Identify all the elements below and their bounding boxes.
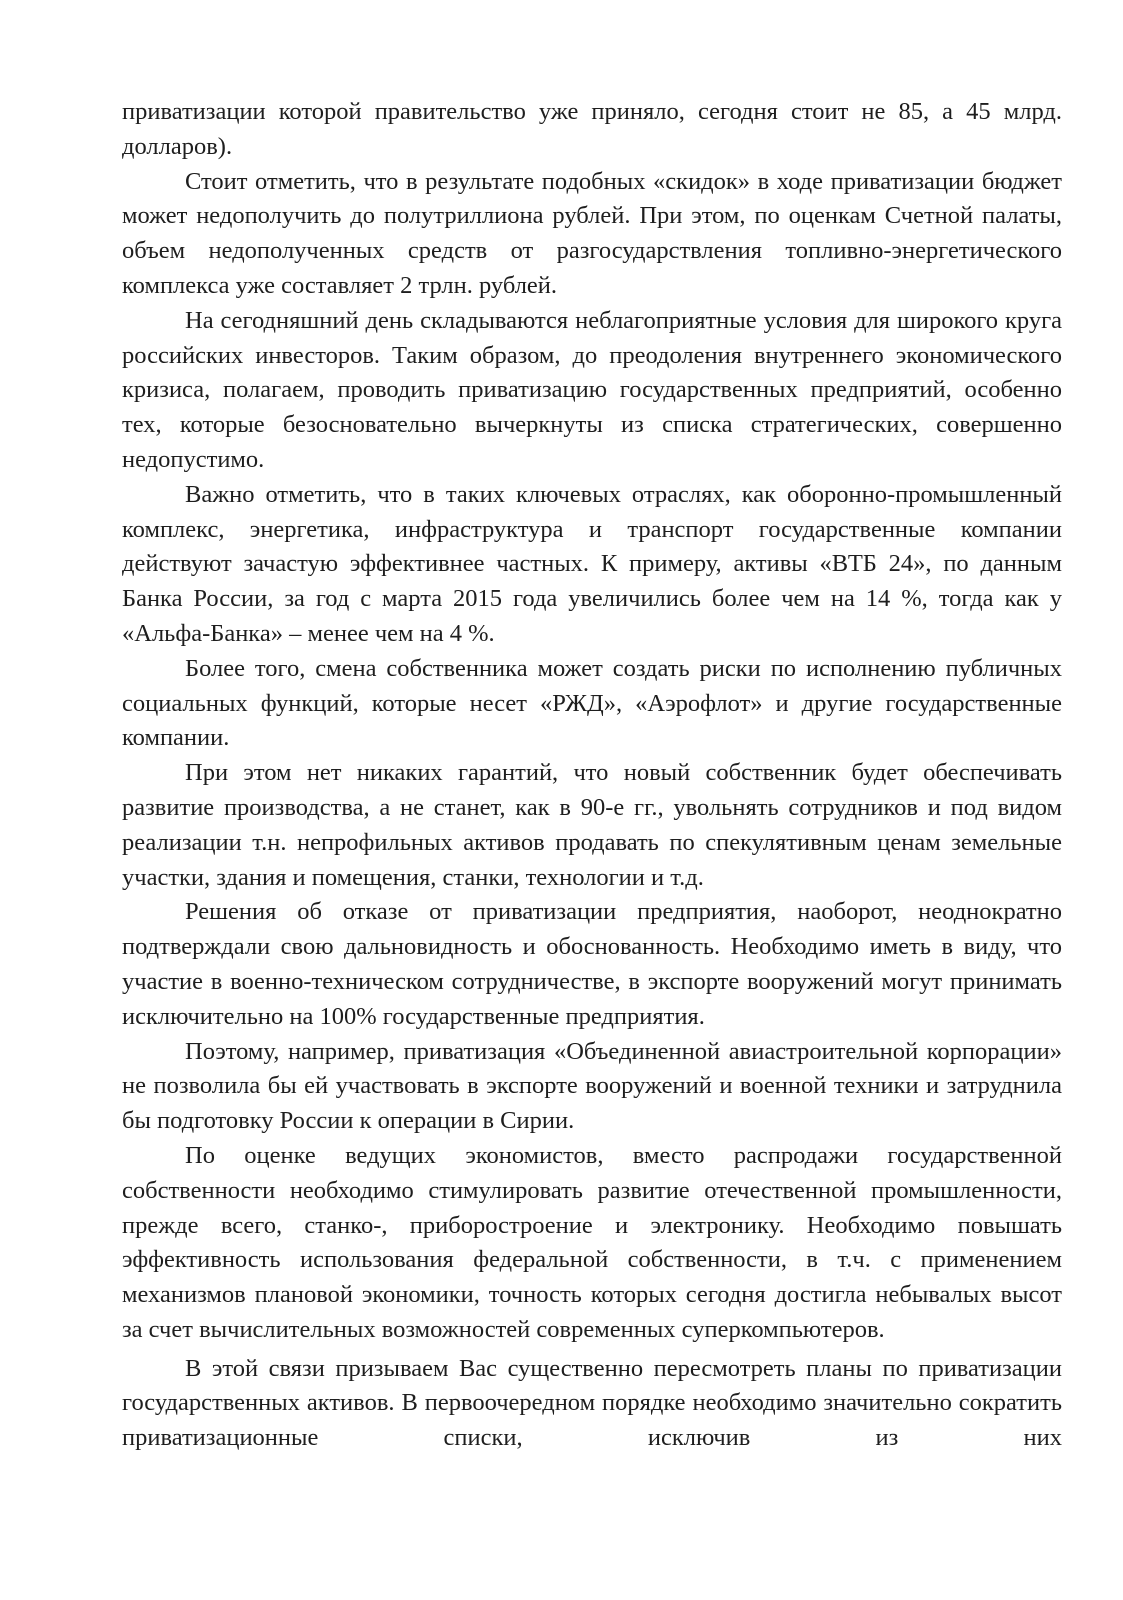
paragraph-10: В этой связи призываем Вас существенно пересмотреть планы по приватизации государственных активов. В первоочередном порядке необходимо значительно сократить приватизационные списки, исключив из них — [122, 1354, 1062, 1452]
paragraph-4: Важно отметить, что в таких ключевых отраслях, как оборонно-промышленный комплекс, энергетика, инфраструктура и транспорт государственные компании действуют зачастую эффективнее частных. К примеру, активы «ВТБ 24», по данным Банка России, за год с марта 2015 года увеличились более чем на 14 %, тогда как у «Альфа-Банка» – менее чем на 4 %. — [122, 480, 1062, 647]
paragraph-9: По оценке ведущих экономистов, вместо распродажи государственной собственности необходимо стимулировать развитие отечественной промышленности, прежде всего, станко-, приборостроение и электронику. Необходимо повышать эффективность использования федеральной собственности, в т.ч. с применением механизмов плановой экономики, точность которых сегодня достигла небывалых высот за счет вычислительных возможностей современных суперкомпьютеров. — [122, 1141, 1062, 1343]
paragraph-2: Стоит отметить, что в результате подобных «скидок» в ходе приватизации бюджет может недополучить до полутриллиона рублей. При этом, по оценкам Счетной палаты, объем недополученных средств от разгосударствления топливно-энергетического комплекса уже составляет 2 трлн. рублей. — [122, 167, 1062, 299]
paragraph-8: Поэтому, например, приватизация «Объединенной авиастроительной корпорации» не позволила бы ей участвовать в экспорте вооружений и военной техники и затруднила бы подготовку России к операции в Сирии. — [122, 1037, 1062, 1135]
paragraph-1: приватизации которой правительство уже приняло, сегодня стоит не 85, а 45 млрд. долларов). — [122, 98, 1062, 160]
paragraph-3: На сегодняшний день складываются неблагоприятные условия для широкого круга российских инвесторов. Таким образом, до преодоления внутреннего экономического кризиса, полагаем, проводить приватизацию государственных предприятий, особенно тех, которые безосновательно вычеркнуты из списка стратегических, совершенно недопустимо. — [122, 306, 1062, 473]
paragraph-7: Решения об отказе от приватизации предприятия, наоборот, неоднократно подтверждали свою дальновидность и обоснованность. Необходимо иметь в виду, что участие в военно-техническом сотрудничестве, в экспорте вооружений могут принимать исключительно на 100% государственные предприятия. — [122, 898, 1062, 1030]
paragraph-5: Более того, смена собственника может создать риски по исполнению публичных социальных функций, которые несет «РЖД», «Аэрофлот» и другие государственные компании. — [122, 654, 1062, 752]
paragraph-6: При этом нет никаких гарантий, что новый собственник будет обеспечивать развитие производства, а не станет, как в 90-е гг., увольнять сотрудников и под видом реализации т.н. непрофильных активов продавать по спекулятивным ценам земельные участки, здания и помещения, станки, технологии и т.д. — [122, 759, 1062, 891]
document-body — [122, 95, 1062, 1456]
